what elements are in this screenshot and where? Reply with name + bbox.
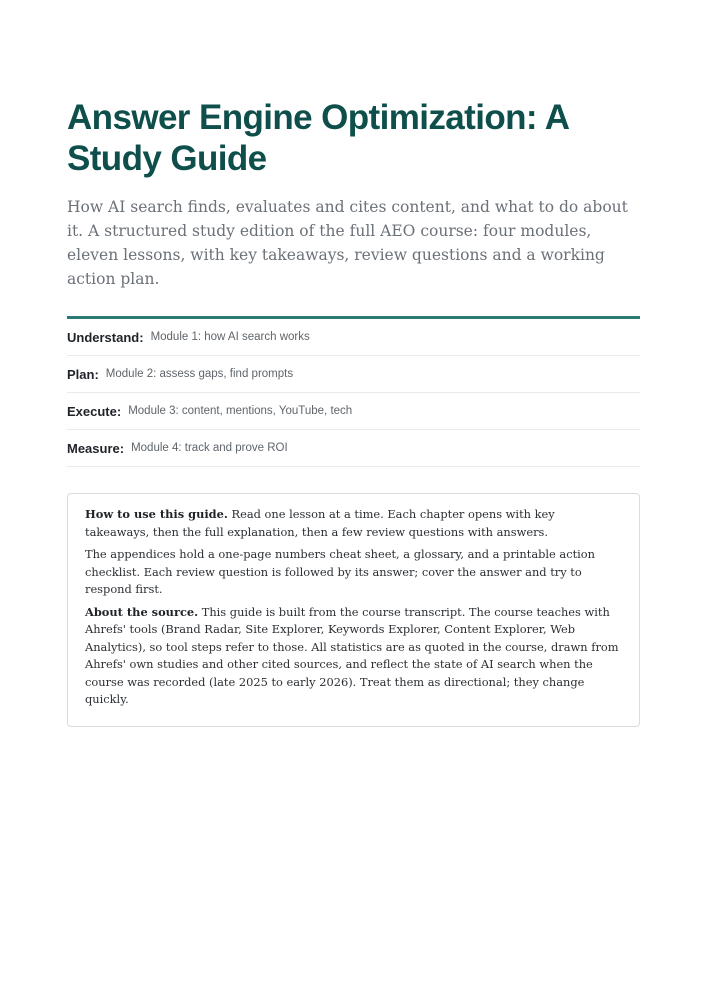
study-guide-cover: [67, 97, 640, 727]
module-description: Module 4: track and prove ROI: [131, 442, 288, 454]
module-row-measure: [67, 430, 640, 467]
module-label: Measure:: [67, 440, 125, 456]
about-source-text: This guide is built from the course transcript. The course teaches with Ahrefs' tools (Brand Radar, Site Explorer, Keywords Explorer, Content Explorer, Web Analytics), so tool steps refer to those. All statistics are as quoted in the course, drawn from Ahrefs' own studies and other cited sources, and reflect the state of AI search when the course was recorded (late 2025 to early 2026). Treat them as directional; they change quickly.: [85, 604, 619, 706]
module-description: Module 1: how AI search works: [150, 331, 310, 343]
module-description: Module 3: content, mentions, YouTube, tech: [128, 405, 353, 417]
module-label: Plan:: [67, 366, 99, 382]
how-to-use-heading: How to use this guide.: [85, 507, 228, 521]
module-description: Module 2: assess gaps, find prompts: [105, 368, 294, 380]
guide-notes-box: [67, 493, 640, 727]
about-source-heading: About the source.: [85, 604, 199, 619]
module-list: [67, 316, 640, 467]
module-label: Execute:: [67, 403, 122, 419]
how-to-use-paragraph: [85, 506, 622, 541]
module-label: Understand:: [67, 329, 144, 345]
page-subtitle: How AI search finds, evaluates and cites content, and what to do about it. A structured study edition of the full AEO course: four modules, eleven lessons, with key takeaways, review questions and a working action plan.: [67, 198, 628, 288]
about-source-paragraph: [85, 604, 622, 709]
module-row-plan: [67, 356, 640, 393]
page-title: Answer Engine Optimization: A Study Guide: [67, 98, 569, 178]
module-row-understand: [67, 319, 640, 356]
module-row-execute: [67, 393, 640, 430]
appendices-paragraph: The appendices hold a one-page numbers cheat sheet, a glossary, and a printable action checklist. Each review question is followed by its answer; cover the answer and try to respond first.: [85, 547, 596, 596]
how-to-use-text: Read one lesson at a time. Each chapter opens with key takeaways, then the full explanation, then a few review questions with answers.: [85, 507, 555, 539]
